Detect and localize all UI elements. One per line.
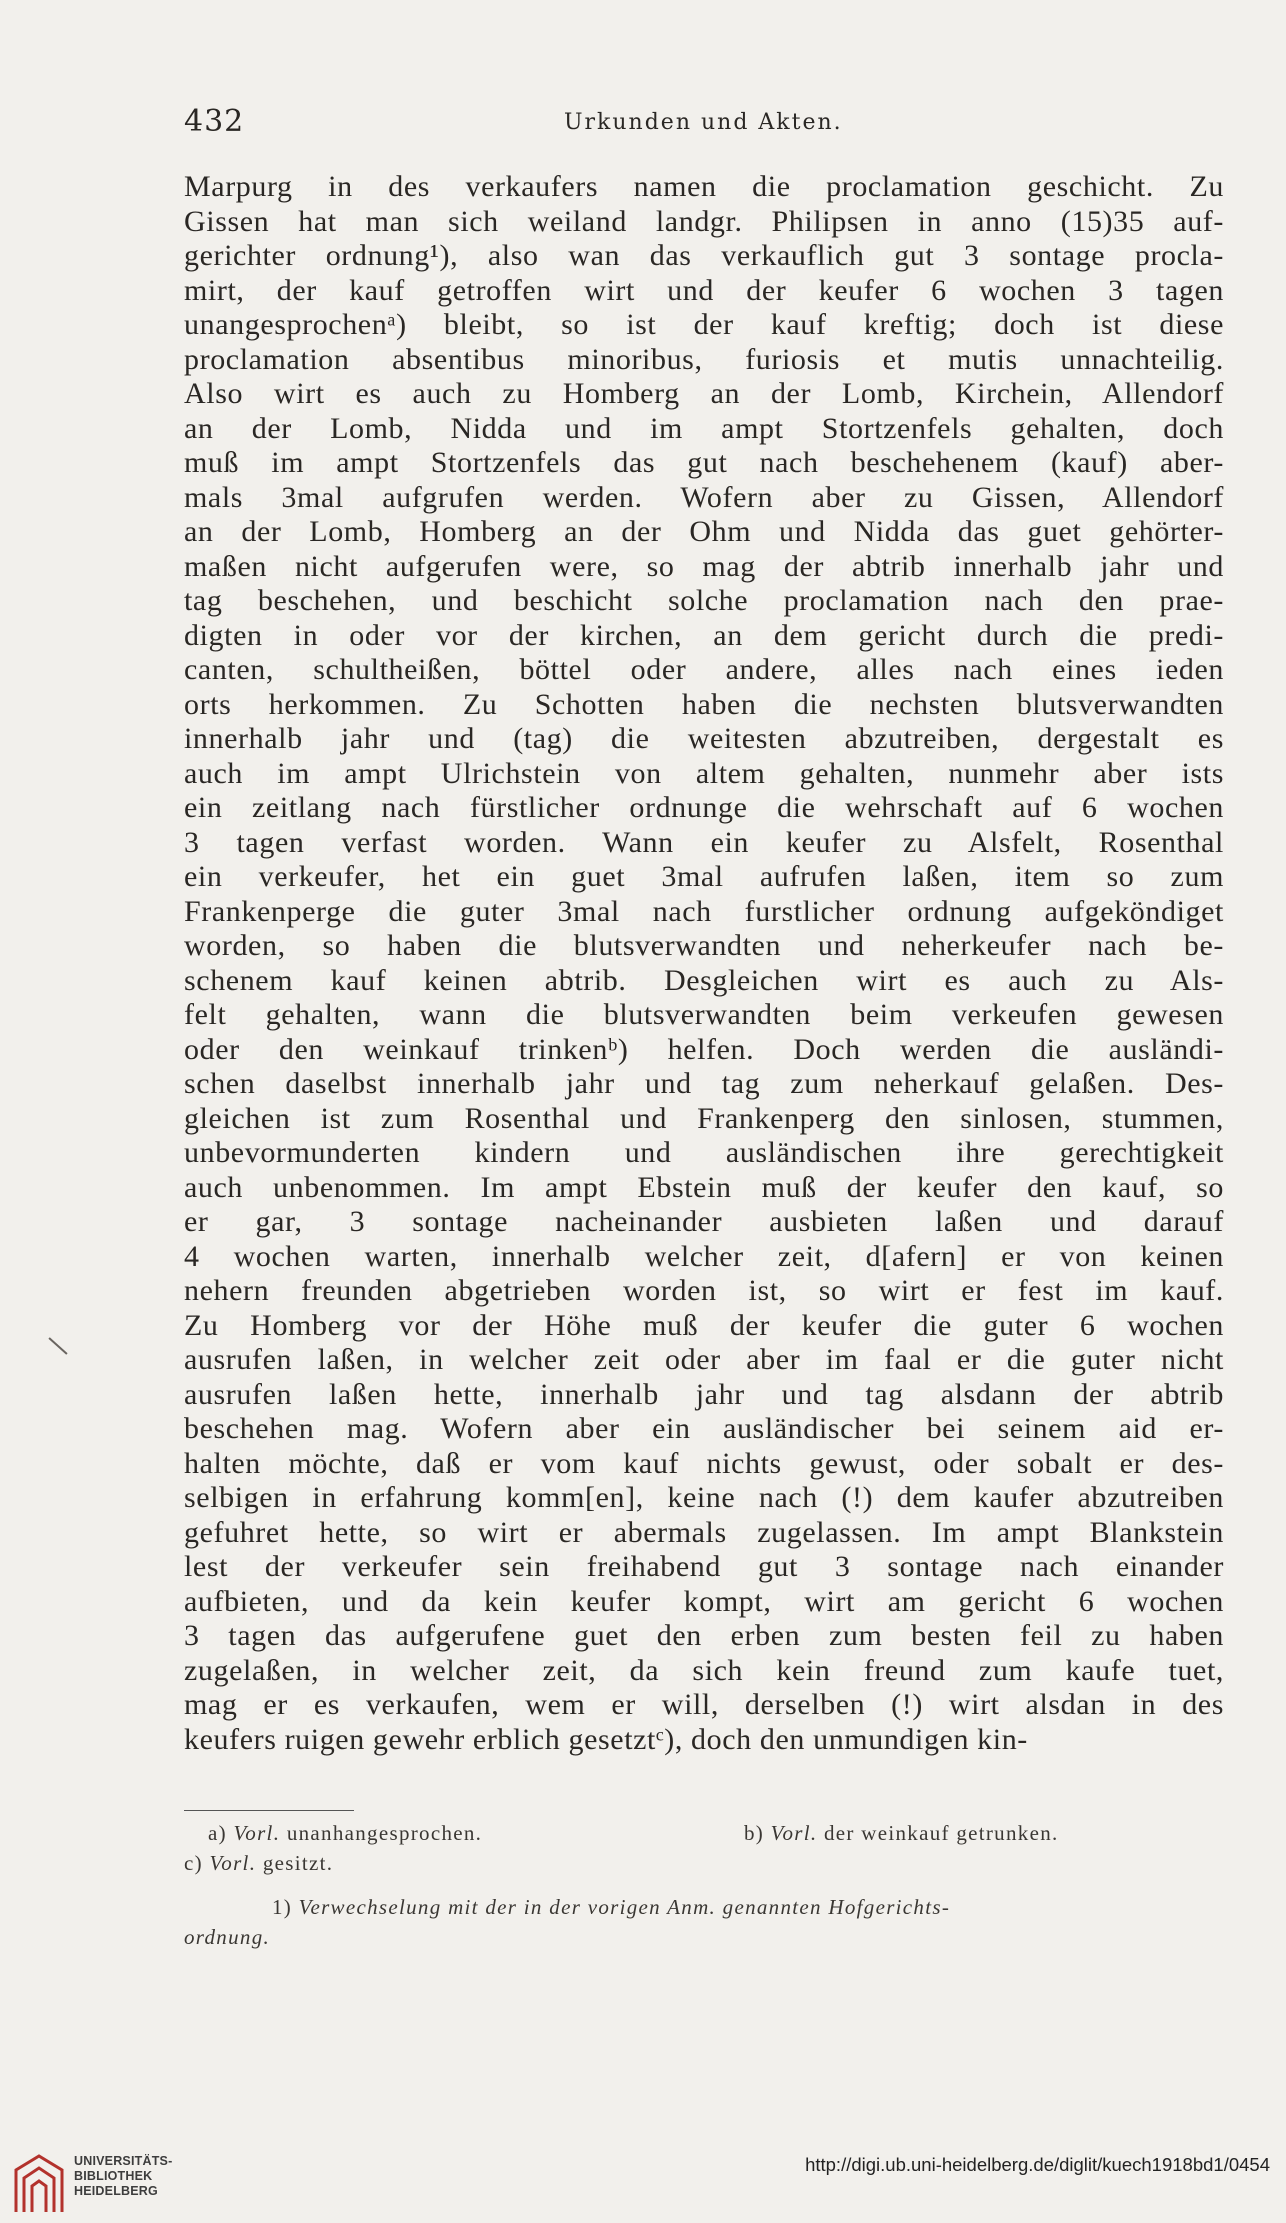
text-line: lest der verkeufer sein freihabend gut 3 sontage nach einander: [184, 1550, 1224, 1583]
text-line: Also wirt es auch zu Homberg an der Lomb, Kirchein, Allendorf: [184, 377, 1224, 410]
text-line: ausrufen laßen hette, innerhalb jahr und tag alsdann der abtrib: [184, 1377, 1224, 1411]
text-line: mals 3mal aufgrufen werden. Wofern aber zu Gissen, Allendorf: [184, 480, 1224, 514]
text-line: keufers ruigen gewehr erblich gesetztᶜ), doch den unmundigen kin-: [184, 1722, 1028, 1756]
text-line: auch im ampt Ulrichstein von altem gehalten, nunmehr aber ists: [184, 756, 1224, 790]
footnotes: [184, 1818, 1224, 1952]
text-line: ein verkeufer, het ein guet 3mal aufrufen laßen, item so zum: [184, 860, 1224, 893]
library-name: UNIVERSITÄTS- BIBLIOTHEK HEIDELBERG: [74, 2154, 173, 2198]
text-line: innerhalb jahr und (tag) die weitesten abzutreiben, dergestalt es: [184, 722, 1224, 755]
text-line: digten in oder vor der kirchen, an dem gericht durch die predi-: [184, 618, 1224, 652]
variant-note-row: [184, 1848, 1224, 1878]
text-line: halten möchte, daß er vom kauf nichts gewust, oder sobalt er des-: [184, 1446, 1224, 1480]
text-line: gleichen ist zum Rosenthal und Frankenperg den sinlosen, stummen,: [184, 1101, 1224, 1135]
university-library-logo-icon: [12, 2150, 66, 2216]
text-line: tag beschehen, und beschicht solche proclamation nach den prae-: [184, 584, 1224, 617]
text-line: canten, schultheißen, böttel oder andere, alles nach eines ieden: [184, 653, 1224, 686]
text-line: unangesprochenᵃ) bleibt, so ist der kauf kreftig; doch ist diese: [184, 308, 1224, 341]
text-line: schen daselbst innerhalb jahr und tag zum neherkauf gelaßen. Des-: [184, 1067, 1224, 1100]
text-line: worden, so haben die blutsverwandten und neherkeufer nach be-: [184, 929, 1224, 962]
text-line: Zu Homberg vor der Höhe muß der keufer die guter 6 wochen: [184, 1308, 1224, 1342]
text-line: auch unbenommen. Im ampt Ebstein muß der keufer den kauf, so: [184, 1170, 1224, 1204]
text-line: gefuhret hette, so wirt er abermals zugelassen. Im ampt Blankstein: [184, 1515, 1224, 1549]
footnote-1-continuation: ordnung.: [184, 1925, 271, 1949]
text-line: mag er es verkaufen, wem er will, derselben (!) wirt alsdan in des: [184, 1688, 1224, 1721]
text-line: Gissen hat man sich weiland landgr. Philipsen in anno (15)35 auf-: [184, 204, 1224, 238]
text-line: maßen nicht aufgerufen were, so mag der abtrib innerhalb jahr und: [184, 549, 1224, 583]
source-url[interactable]: http://digi.ub.uni-heidelberg.de/diglit/kuech1918bd1/0454: [805, 2154, 1270, 2175]
text-line: aufbieten, und da kein keufer kompt, wirt am gericht 6 wochen: [184, 1584, 1224, 1618]
text-line: muß im ampt Stortzenfels das gut nach beschehenem (kauf) aber-: [184, 446, 1224, 479]
text-line: oder den weinkauf trinkenᵇ) helfen. Doch werden die ausländi-: [184, 1032, 1224, 1066]
footer: [0, 2140, 1286, 2223]
margin-mark: [48, 1337, 67, 1355]
text-line: zugelaßen, in welcher zeit, da sich kein freund zum kaufe tuet,: [184, 1653, 1224, 1687]
variant-note-c: c) Vorl. gesitzt.: [184, 1851, 334, 1875]
running-title: Urkunden und Akten.: [564, 110, 843, 135]
page-header: [184, 104, 1224, 148]
variant-note-a: a) Vorl. unanhangesprochen.: [208, 1821, 483, 1845]
text-line: 3 tagen das aufgerufene guet den erben zum besten feil zu haben: [184, 1619, 1224, 1652]
text-line: orts herkommen. Zu Schotten haben die nechsten blutsverwandten: [184, 687, 1224, 721]
text-line: Frankenperge die guter 3mal nach furstlicher ordnung aufgeköndiget: [184, 894, 1224, 928]
variant-note-row: [184, 1818, 1224, 1848]
text-line: 4 wochen warten, innerhalb welcher zeit, d[afern] er von keinen: [184, 1239, 1224, 1273]
text-line: er gar, 3 sontage nacheinander ausbieten laßen und darauf: [184, 1205, 1224, 1238]
text-line: gerichter ordnung¹), also wan das verkauflich gut 3 sontage procla-: [184, 239, 1224, 272]
text-line: ausrufen laßen, in welcher zeit oder aber im faal er die guter nicht: [184, 1343, 1224, 1376]
text-line: mirt, der kauf getroffen wirt und der keufer 6 wochen 3 tagen: [184, 273, 1224, 307]
text-line: felt gehalten, wann die blutsverwandten beim verkeufen gewesen: [184, 998, 1224, 1031]
text-line: proclamation absentibus minoribus, furiosis et mutis unnachteilig.: [184, 342, 1224, 376]
variant-note-b: b) Vorl. der weinkauf getrunken.: [744, 1821, 1059, 1845]
body-text: [184, 170, 1224, 1757]
text-line: Marpurg in des verkaufers namen die proclamation geschicht. Zu: [184, 170, 1224, 203]
text-line: beschehen mag. Wofern aber ein ausländischer bei seinem aid er-: [184, 1412, 1224, 1445]
text-line: unbevormunderten kindern und ausländischen ihre gerechtigkeit: [184, 1136, 1224, 1169]
text-line: schenem kauf keinen abtrib. Desgleichen wirt es auch zu Als-: [184, 963, 1224, 997]
footnote-separator: [184, 1810, 354, 1811]
text-line: selbigen in erfahrung komm[en], keine nach (!) dem kaufer abzutreiben: [184, 1481, 1224, 1514]
text-line: ein zeitlang nach fürstlicher ordnunge die wehrschaft auf 6 wochen: [184, 791, 1224, 824]
text-line: an der Lomb, Nidda und im ampt Stortzenfels gehalten, doch: [184, 411, 1224, 445]
footnote-1: 1) Verwechselung mit der in der vorigen Anm. genannten Hofgerichts-: [272, 1895, 951, 1919]
page-number: 432: [184, 104, 245, 139]
text-line: 3 tagen verfast worden. Wann ein keufer zu Alsfelt, Rosenthal: [184, 825, 1224, 859]
text-line: an der Lomb, Homberg an der Ohm und Nidda das guet gehörter-: [184, 515, 1224, 548]
text-line: nehern freunden abgetrieben worden ist, so wirt er fest im kauf.: [184, 1274, 1224, 1307]
